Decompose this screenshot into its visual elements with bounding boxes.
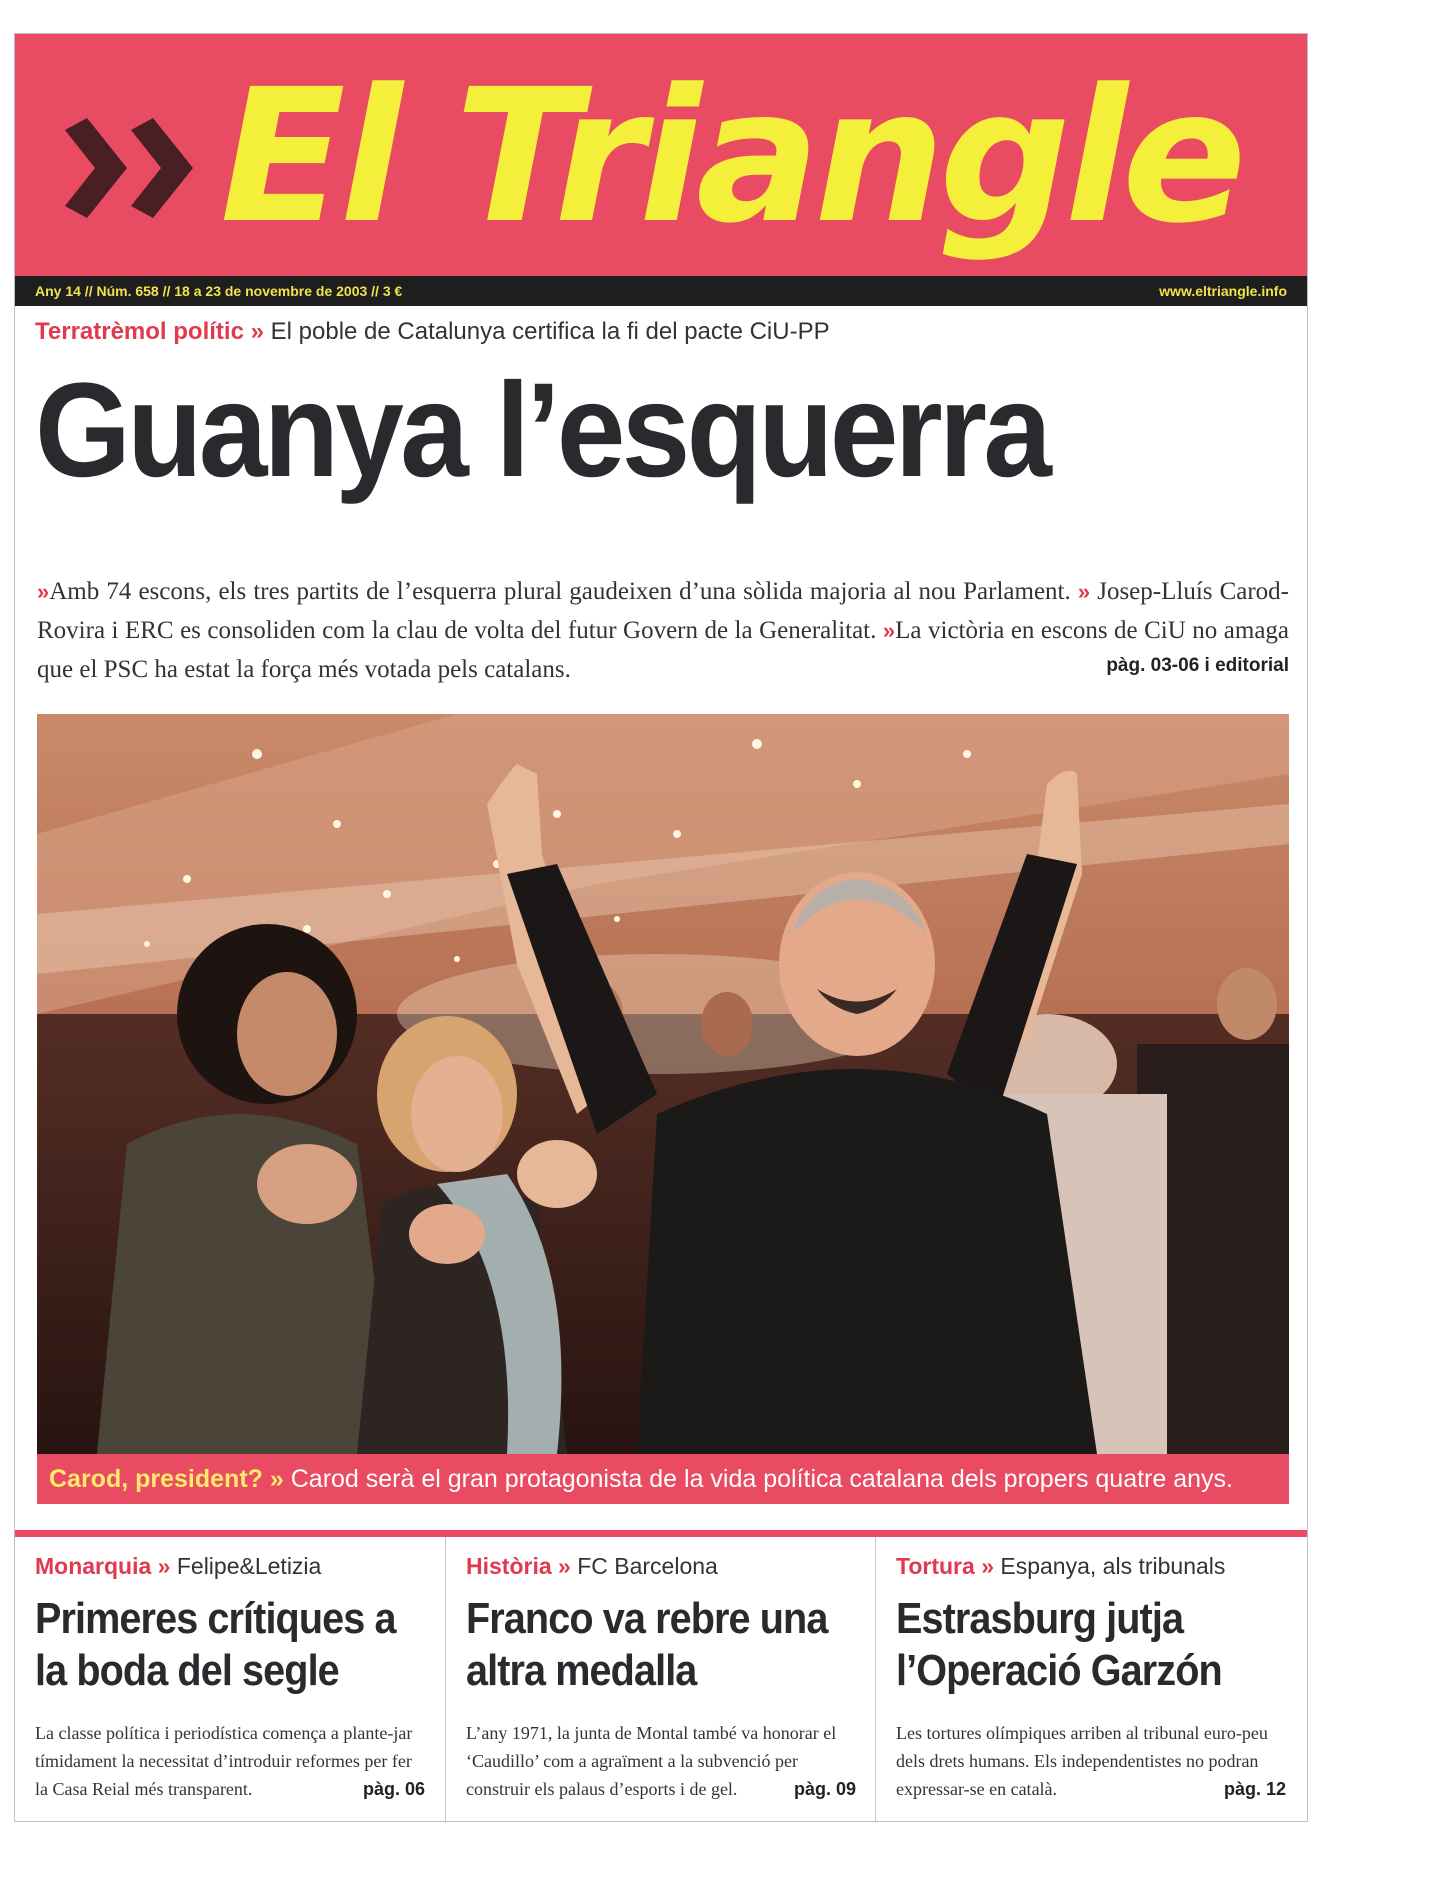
caption-separator: » xyxy=(269,1465,284,1493)
celebration-photo-illustration xyxy=(37,714,1289,1454)
story-tag-separator: » xyxy=(558,1553,571,1579)
story-column-tortura[interactable] xyxy=(875,1537,1308,1821)
lead-sentence-2: Josep-Lluís Carod-Rovira i ERC es consoliden com la clau de volta del futur Govern de la Generalitat. xyxy=(37,578,1290,644)
story-title: Franco va rebre una altra medalla xyxy=(466,1594,828,1695)
story-tag xyxy=(896,1553,1225,1580)
website-link[interactable]: www.eltriangle.info xyxy=(1159,283,1287,299)
story-subtag: Espanya, als tribunals xyxy=(1000,1553,1226,1579)
story-body-text: L’any 1971, la junta de Montal també va honorar el ‘Caudillo’ com a agraïment a la subvenció per construir els palaus d’esports i de gel. xyxy=(466,1723,837,1799)
lead-paragraph xyxy=(37,572,1289,689)
story-title: Primeres crítiques a la boda del segle xyxy=(35,1594,396,1695)
lead-sentence-3: La victòria en escons de CiU no amaga que el PSC ha estat la força més votada pels catalans. xyxy=(37,617,1290,683)
masthead xyxy=(15,34,1307,276)
lead-sentence-1: Amb 74 escons, els tres partits de l’esquerra plural gaudeixen d’una sòlida majoria al nou Parlament. xyxy=(49,578,1071,605)
masthead-title: El Triangle xyxy=(220,50,1241,264)
story-tag-label: Història xyxy=(466,1553,552,1579)
story-tag-separator: » xyxy=(981,1553,994,1579)
kicker-tag: Terratrèmol polític xyxy=(35,318,244,345)
story-body xyxy=(466,1719,856,1803)
lead-marker: » xyxy=(37,579,50,604)
story-column-monarquia[interactable] xyxy=(15,1537,425,1821)
main-photo xyxy=(37,714,1289,1454)
issue-line: Any 14 // Núm. 658 // 18 a 23 de novembre de 2003 // 3 € xyxy=(35,283,403,299)
story-tag xyxy=(35,1553,321,1580)
story-subtag: Felipe&Letizia xyxy=(176,1553,322,1579)
story-page-reference[interactable]: pàg. 06 xyxy=(362,1779,425,1799)
story-body-text: Les tortures olímpiques arriben al tribunal euro-peu dels drets humans. Els independentistes no podran expressar-se en català. xyxy=(896,1723,1268,1799)
story-tag xyxy=(466,1553,718,1580)
caption-text: Carod serà el gran protagonista de la vida política catalana dels propers quatre anys. xyxy=(290,1465,1233,1493)
story-title: Estrasburg jutja l’Operació Garzón xyxy=(896,1594,1222,1695)
story-body xyxy=(35,1719,425,1803)
lead-marker: » xyxy=(882,618,896,643)
issue-info-bar xyxy=(15,276,1307,306)
story-tag-separator: » xyxy=(157,1553,171,1579)
story-page-reference[interactable]: pàg. 12 xyxy=(1223,1779,1286,1799)
story-column-historia[interactable] xyxy=(445,1537,856,1821)
story-subtag: FC Barcelona xyxy=(577,1553,718,1579)
newspaper-front-page xyxy=(14,33,1308,1822)
section-divider xyxy=(15,1530,1307,1537)
story-tag-label: Monarquia xyxy=(35,1553,152,1579)
caption-tag: Carod, president? xyxy=(49,1465,263,1493)
story-tag-label: Tortura xyxy=(896,1553,975,1579)
double-chevron-logo-icon xyxy=(65,118,215,218)
kicker-separator: » xyxy=(250,318,264,345)
story-page-reference[interactable]: pàg. 09 xyxy=(793,1779,856,1799)
kicker-text: El poble de Catalunya certifica la fi del pacte CiU-PP xyxy=(270,318,830,345)
lead-marker: » xyxy=(1077,579,1091,604)
photo-caption xyxy=(37,1454,1289,1504)
headline-kicker xyxy=(35,318,830,346)
lead-page-reference[interactable]: pàg. 03-06 i editorial xyxy=(1106,655,1289,676)
story-body xyxy=(896,1719,1286,1803)
main-headline: Guanya l’esquerra xyxy=(35,356,1049,505)
story-body-text: La classe política i periodística comença a plante-jar tímidament la necessitat d’introduir reformes per fer la Casa Reial més transparent. xyxy=(35,1723,413,1799)
